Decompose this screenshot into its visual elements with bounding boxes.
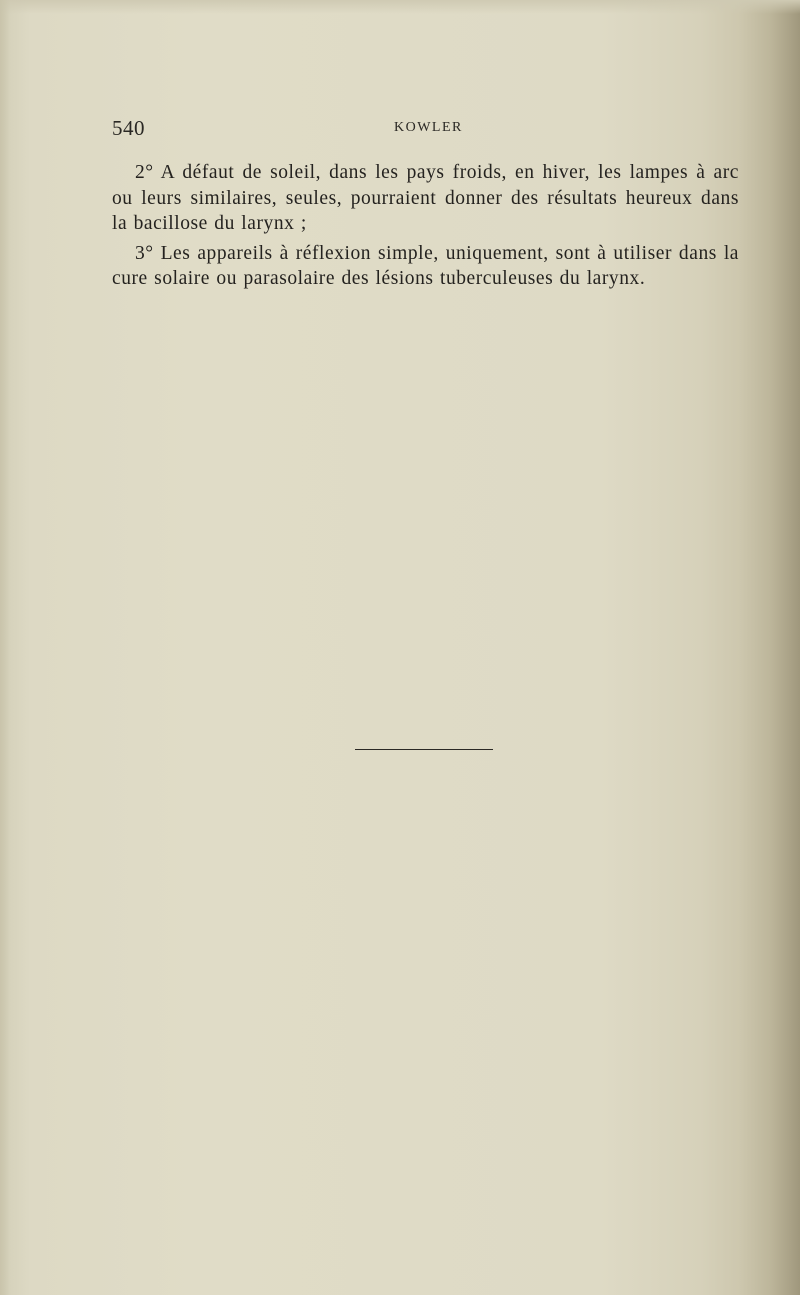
page-edge-top	[0, 0, 800, 14]
running-head	[112, 116, 712, 146]
page-number: 540	[112, 116, 145, 140]
paragraph-conclusion-2: 2° A défaut de soleil, dans les pays froids, en hiver, les lampes à arc ou leurs similaires, seules, pourraient donner des résultats heureux dans la bacillose du larynx ;	[112, 162, 739, 234]
end-of-section-rule	[355, 749, 493, 750]
body-text	[112, 160, 739, 292]
page-edge-left	[0, 0, 10, 1295]
running-title: KOWLER	[394, 120, 463, 135]
paragraph-conclusion-3: 3° Les appareils à réflexion simple, uniquement, sont à utiliser dans la cure solaire ou parasolaire des lésions tuberculeuses du larynx.	[112, 242, 739, 289]
